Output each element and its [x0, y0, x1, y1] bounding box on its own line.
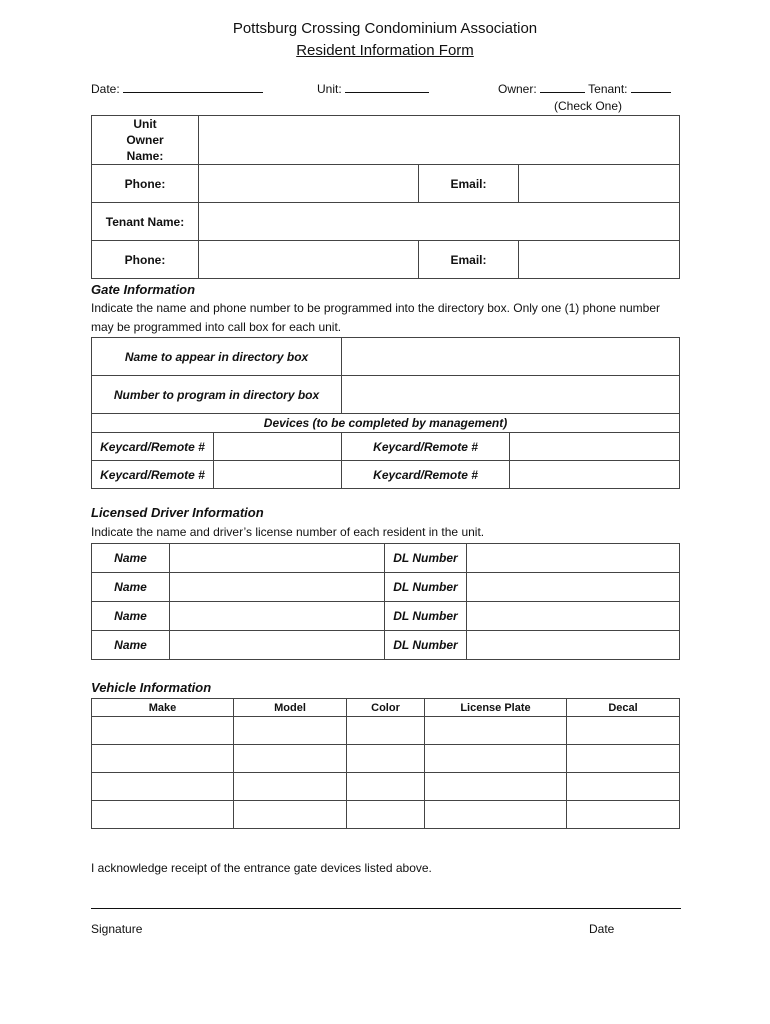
driver-dl-label: DL Number — [385, 573, 467, 602]
tenant-phone-field[interactable] — [199, 241, 419, 279]
tenant-phone-label: Phone: — [92, 241, 199, 279]
tenant-name-label: Tenant Name: — [92, 203, 199, 241]
form-title: Resident Information Form — [296, 42, 474, 59]
vehicle-col-model: Model — [234, 699, 347, 717]
vehicles-table — [91, 698, 680, 829]
vehicle-color-field[interactable] — [347, 773, 425, 801]
keycard-label-3: Keycard/Remote # — [92, 461, 214, 489]
date-label: Date: — [91, 82, 120, 96]
driver-name-label: Name — [92, 602, 170, 631]
driver-name-field[interactable] — [170, 544, 385, 573]
directory-name-label: Name to appear in directory box — [92, 338, 342, 376]
signature-label: Signature — [91, 922, 143, 936]
keycard-field-4[interactable] — [510, 461, 680, 489]
vehicle-plate-field[interactable] — [425, 773, 567, 801]
signature-date-label: Date — [589, 922, 615, 936]
owner-phone-label: Phone: — [92, 165, 199, 203]
tenant-email-label: Email: — [419, 241, 519, 279]
driver-name-label: Name — [92, 631, 170, 660]
driver-name-label: Name — [92, 573, 170, 602]
owner-email-label: Email: — [419, 165, 519, 203]
driver-name-field[interactable] — [170, 573, 385, 602]
vehicle-make-field[interactable] — [92, 801, 234, 829]
unit-label: Unit: — [317, 82, 342, 96]
vehicle-row — [92, 773, 680, 801]
vehicle-model-field[interactable] — [234, 717, 347, 745]
vehicle-model-field[interactable] — [234, 801, 347, 829]
gate-heading: Gate Information — [91, 282, 196, 297]
gate-table — [91, 337, 680, 489]
drivers-table — [91, 543, 680, 660]
unit-owner-name-label: Unit Owner Name: — [92, 116, 199, 165]
vehicle-row — [92, 717, 680, 745]
driver-dl-label: DL Number — [385, 631, 467, 660]
vehicle-col-decal: Decal — [567, 699, 680, 717]
driver-name-field[interactable] — [170, 631, 385, 660]
vehicle-decal-field[interactable] — [567, 745, 680, 773]
vehicle-decal-field[interactable] — [567, 773, 680, 801]
tenant-label: Tenant: — [588, 82, 628, 96]
vehicle-color-field[interactable] — [347, 717, 425, 745]
keycard-label-4: Keycard/Remote # — [342, 461, 510, 489]
unit-blank[interactable] — [345, 81, 429, 93]
unit-field[interactable] — [317, 81, 429, 96]
organization-name: Pottsburg Crossing Condominium Association — [232, 20, 538, 37]
drivers-heading: Licensed Driver Information — [91, 505, 264, 520]
vehicles-heading: Vehicle Information — [91, 680, 212, 695]
directory-name-field[interactable] — [342, 338, 680, 376]
drivers-instructions: Indicate the name and driver’s license number of each resident in the unit. — [91, 525, 485, 539]
tenant-blank[interactable] — [631, 81, 671, 93]
driver-dl-field[interactable] — [467, 631, 680, 660]
driver-dl-field[interactable] — [467, 544, 680, 573]
tenant-name-field[interactable] — [199, 203, 680, 241]
vehicle-make-field[interactable] — [92, 773, 234, 801]
tenant-email-field[interactable] — [519, 241, 680, 279]
driver-name-label: Name — [92, 544, 170, 573]
vehicle-plate-field[interactable] — [425, 801, 567, 829]
unit-owner-name-field[interactable] — [199, 116, 680, 165]
vehicle-make-field[interactable] — [92, 745, 234, 773]
vehicle-col-license-plate: License Plate — [425, 699, 567, 717]
keycard-field-3[interactable] — [214, 461, 342, 489]
vehicle-color-field[interactable] — [347, 801, 425, 829]
driver-name-field[interactable] — [170, 602, 385, 631]
gate-instructions: Indicate the name and phone number to be programmed into the directory box. Only one (1) phone number may be programmed into call box for each unit. — [91, 301, 661, 334]
vehicle-model-field[interactable] — [234, 773, 347, 801]
keycard-field-2[interactable] — [510, 433, 680, 461]
date-field[interactable] — [91, 81, 263, 96]
driver-dl-field[interactable] — [467, 573, 680, 602]
keycard-label-1: Keycard/Remote # — [92, 433, 214, 461]
driver-dl-field[interactable] — [467, 602, 680, 631]
owner-email-field[interactable] — [519, 165, 680, 203]
resident-table — [91, 115, 680, 279]
directory-number-field[interactable] — [342, 376, 680, 414]
vehicle-col-color: Color — [347, 699, 425, 717]
date-blank[interactable] — [123, 81, 263, 93]
vehicle-make-field[interactable] — [92, 717, 234, 745]
owner-blank[interactable] — [540, 81, 585, 93]
signature-line[interactable] — [91, 908, 681, 909]
devices-label: Devices (to be completed by management) — [92, 414, 680, 433]
owner-tenant-field[interactable] — [498, 81, 671, 96]
vehicle-row — [92, 801, 680, 829]
acknowledgement-text: I acknowledge receipt of the entrance gate devices listed above. — [91, 861, 432, 875]
vehicle-plate-field[interactable] — [425, 745, 567, 773]
keycard-field-1[interactable] — [214, 433, 342, 461]
vehicle-model-field[interactable] — [234, 745, 347, 773]
check-one-note: (Check One) — [554, 99, 623, 113]
keycard-label-2: Keycard/Remote # — [342, 433, 510, 461]
vehicle-plate-field[interactable] — [425, 717, 567, 745]
vehicle-decal-field[interactable] — [567, 801, 680, 829]
owner-phone-field[interactable] — [199, 165, 419, 203]
driver-dl-label: DL Number — [385, 602, 467, 631]
vehicle-decal-field[interactable] — [567, 717, 680, 745]
vehicle-color-field[interactable] — [347, 745, 425, 773]
vehicle-row — [92, 745, 680, 773]
vehicle-col-make: Make — [92, 699, 234, 717]
owner-label: Owner: — [498, 82, 537, 96]
directory-number-label: Number to program in directory box — [92, 376, 342, 414]
driver-dl-label: DL Number — [385, 544, 467, 573]
